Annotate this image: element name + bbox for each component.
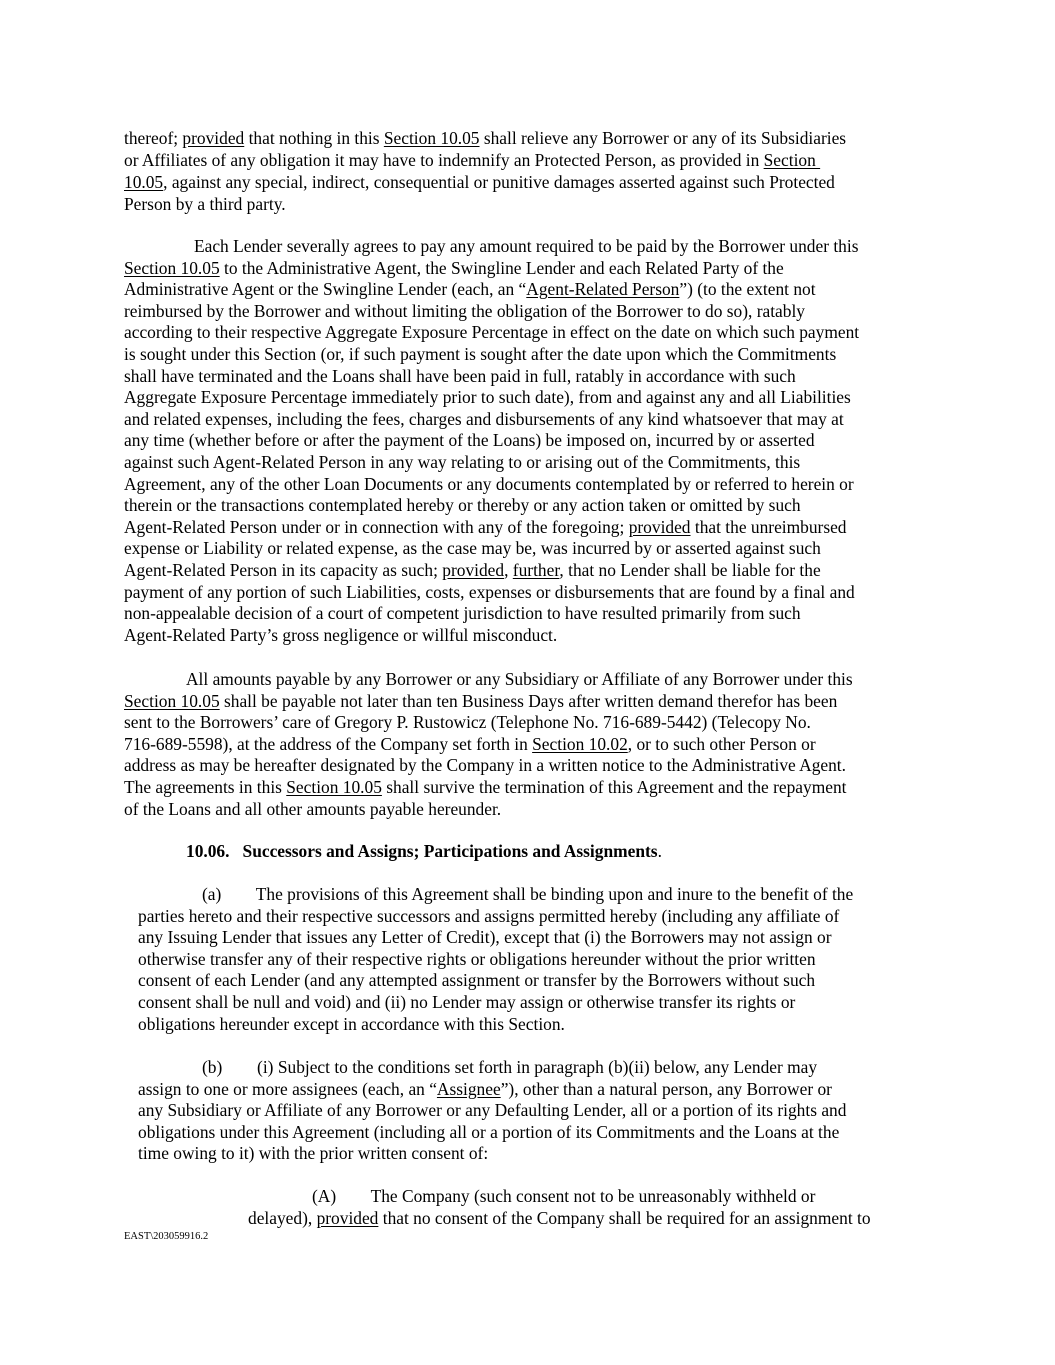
text-run: obligations under this Agreement (including all or a portion of its Commitments and the Loans at the <box>138 1121 840 1142</box>
text-run: parties hereto and their respective successors and assigns permitted hereby (including any affiliate of <box>138 905 840 926</box>
text-run: delayed), <box>248 1207 317 1228</box>
text-run: payment of any portion of such Liabilities, costs, expenses or disbursements that are found by a final and <box>124 581 855 602</box>
underlined-term: Agent-Related Person <box>526 279 680 300</box>
section-heading-text: 10.06. Successors and Assigns; Participations and Assignments <box>186 841 658 861</box>
text-line <box>186 840 662 862</box>
underlined-term: provided <box>628 516 691 537</box>
text-run: Administrative Agent or the Swingline Lender (each, an “ <box>124 279 527 300</box>
text-run: ”), other than a natural person, any Borrower or <box>500 1078 832 1099</box>
text-line <box>124 581 855 603</box>
text-run: (b) (i) Subject to the conditions set forth in paragraph (b)(ii) below, any Lender may <box>202 1057 818 1077</box>
text-run: therein or the transactions contemplated hereby or thereby or any action taken or omitted by such <box>124 495 801 516</box>
text-line <box>124 798 501 820</box>
document-footer-id: EAST\203059916.2 <box>124 1231 209 1242</box>
text-run: non-appealable decision of a court of competent jurisdiction to have resulted primarily from such <box>124 603 801 624</box>
text-run: Person by a third party. <box>124 194 286 214</box>
text-line <box>138 1013 565 1035</box>
text-run: shall be payable not later than ten Business Days after written demand therefor has been <box>219 690 838 711</box>
text-run: is sought under this Section (or, if such payment is sought after the date upon which the Commitments <box>124 344 837 364</box>
text-run: consent of each Lender (and any attempted assignment or transfer by the Borrowers without such <box>138 970 816 991</box>
text-line <box>124 624 557 646</box>
text-run: according to their respective Aggregate Exposure Percentage in effect on the date on which such payment <box>124 322 860 343</box>
text-line <box>138 1121 839 1143</box>
text-run: expense or Liability or related expense, as the case may be, was incurred by or asserted against such <box>124 538 821 559</box>
text-run: sent to the Borrowers’ care of Gregory P. Rustowicz (Telephone No. 716-689-5442) (Telecopy No. <box>124 712 811 733</box>
text-run: to the Administrative Agent, the Swingline Lender and each Related Party of the <box>219 257 784 278</box>
text-line <box>124 193 286 215</box>
underlined-term: provided <box>442 560 505 580</box>
text-line <box>124 429 815 451</box>
text-line <box>124 386 851 408</box>
text-line <box>138 905 839 927</box>
text-run: Agent-Related Person in its capacity as such; <box>124 560 443 580</box>
text-line <box>186 668 853 690</box>
text-run: Each Lender severally agrees to pay any amount required to be paid by the Borrower under this <box>194 236 859 256</box>
text-line <box>124 516 847 538</box>
text-line <box>202 883 853 905</box>
text-run: time owing to it) with the prior written consent of: <box>138 1143 489 1164</box>
text-line <box>124 278 816 300</box>
text-line <box>138 948 816 970</box>
text-line <box>248 1207 871 1229</box>
text-line <box>312 1185 815 1207</box>
text-run: (a) The provisions of this Agreement shall be binding upon and inure to the benefit of the <box>202 884 854 904</box>
text-line <box>138 1142 488 1164</box>
underlined-term: provided <box>316 1207 379 1228</box>
text-line <box>202 1056 817 1078</box>
text-line <box>124 321 859 343</box>
text-run: , that no Lender shall be liable for the <box>559 560 821 580</box>
text-run: any Subsidiary or Affiliate of any Borrower or any Defaulting Lender, all or a portion of its rights and <box>138 1100 847 1121</box>
text-line <box>124 365 796 387</box>
text-run: , against any special, indirect, consequential or punitive damages asserted against such Protected <box>163 172 835 192</box>
text-line <box>138 991 795 1013</box>
text-line <box>124 127 846 149</box>
text-line <box>138 1099 846 1121</box>
text-run: consent shall be null and void) and (ii) no Lender may assign or otherwise transfer its rights or <box>138 992 796 1012</box>
text-line <box>124 754 846 776</box>
text-line <box>124 494 801 516</box>
text-run: The agreements in this <box>124 777 287 797</box>
text-run: . <box>657 841 662 861</box>
text-line <box>124 602 801 624</box>
text-line <box>124 537 821 559</box>
text-run: and related expenses, including the fees, charges and disbursements of any kind whatsoever that may at <box>124 408 844 429</box>
text-run: otherwise transfer any of their respective rights or obligations hereunder without the prior written <box>138 948 816 969</box>
text-run: Agent-Related Person under or in connection with any of the foregoing; <box>124 516 629 537</box>
text-run: Aggregate Exposure Percentage immediately prior to such date), from and against any and all Liabilities <box>124 387 851 408</box>
text-line <box>138 926 832 948</box>
text-line <box>124 149 820 171</box>
text-run: All amounts payable by any Borrower or any Subsidiary or Affiliate of any Borrower under this <box>186 669 853 689</box>
underlined-term: Section <box>763 150 821 170</box>
text-line <box>194 235 858 257</box>
text-line <box>124 171 835 193</box>
text-line <box>124 408 844 430</box>
text-run: of the Loans and all other amounts payable hereunder. <box>124 798 502 819</box>
underlined-term: Assignee <box>436 1078 501 1099</box>
text-line <box>124 300 805 322</box>
text-line <box>124 690 837 712</box>
text-run: , or to such other Person or <box>627 733 816 754</box>
text-run: that the unreimbursed <box>690 516 847 537</box>
text-run: shall have terminated and the Loans shall have been paid in full, ratably in accordance with such <box>124 365 796 386</box>
text-run: reimbursed by the Borrower and without limiting the obligation of the Borrower to do so), ratably <box>124 300 805 321</box>
underlined-term: Section 10.05 <box>124 690 220 711</box>
text-run: assign to one or more assignees (each, an “ <box>138 1078 437 1099</box>
text-run: address as may be hereafter designated by the Company in a written notice to the Administrative Agent. <box>124 755 846 776</box>
text-line <box>138 1078 832 1100</box>
text-run: 716-689-5598), at the address of the Company set forth in <box>124 733 533 754</box>
text-line <box>124 776 847 798</box>
underlined-term: Section 10.05 <box>383 128 480 148</box>
text-run: shall survive the termination of this Agreement and the repayment <box>381 777 847 797</box>
text-line <box>124 343 836 365</box>
text-line <box>124 451 800 473</box>
text-run: shall relieve any Borrower or any of its Subsidiaries <box>479 128 847 148</box>
underlined-term: Section 10.02 <box>532 733 628 754</box>
text-run: ”) (to the extent not <box>679 279 816 300</box>
text-line <box>124 559 821 581</box>
text-run: thereof; <box>124 128 183 148</box>
text-run: , <box>504 560 513 580</box>
text-line <box>124 733 816 755</box>
text-line <box>138 969 815 991</box>
underlined-term: further <box>512 560 560 580</box>
text-run: Agreement, any of the other Loan Documents or any documents contemplated by or referred to herein or <box>124 473 854 494</box>
text-run: any Issuing Lender that issues any Letter of Credit), except that (i) the Borrowers may not assign or <box>138 927 832 948</box>
text-line <box>124 473 854 495</box>
text-run: that nothing in this <box>244 128 384 148</box>
text-run: (A) The Company (such consent not to be unreasonably withheld or <box>312 1186 816 1206</box>
text-run: or Affiliates of any obligation it may have to indemnify an Protected Person, as provided in <box>124 150 764 170</box>
text-run: that no consent of the Company shall be required for an assignment to <box>378 1207 871 1228</box>
underlined-term: Section 10.05 <box>286 777 382 797</box>
underlined-term: 10.05 <box>124 172 164 192</box>
text-run: any time (whether before or after the payment of the Loans) be imposed on, incurred by or asserted <box>124 430 815 451</box>
underlined-term: provided <box>182 128 245 148</box>
text-run: obligations hereunder except in accordance with this Section. <box>138 1013 565 1034</box>
text-line <box>124 257 784 279</box>
underlined-term: Section 10.05 <box>124 257 220 278</box>
text-run: Agent-Related Party’s gross negligence or willful misconduct. <box>124 624 558 645</box>
text-run: against such Agent-Related Person in any way relating to or arising out of the Commitments, this <box>124 452 801 472</box>
text-line <box>124 711 811 733</box>
